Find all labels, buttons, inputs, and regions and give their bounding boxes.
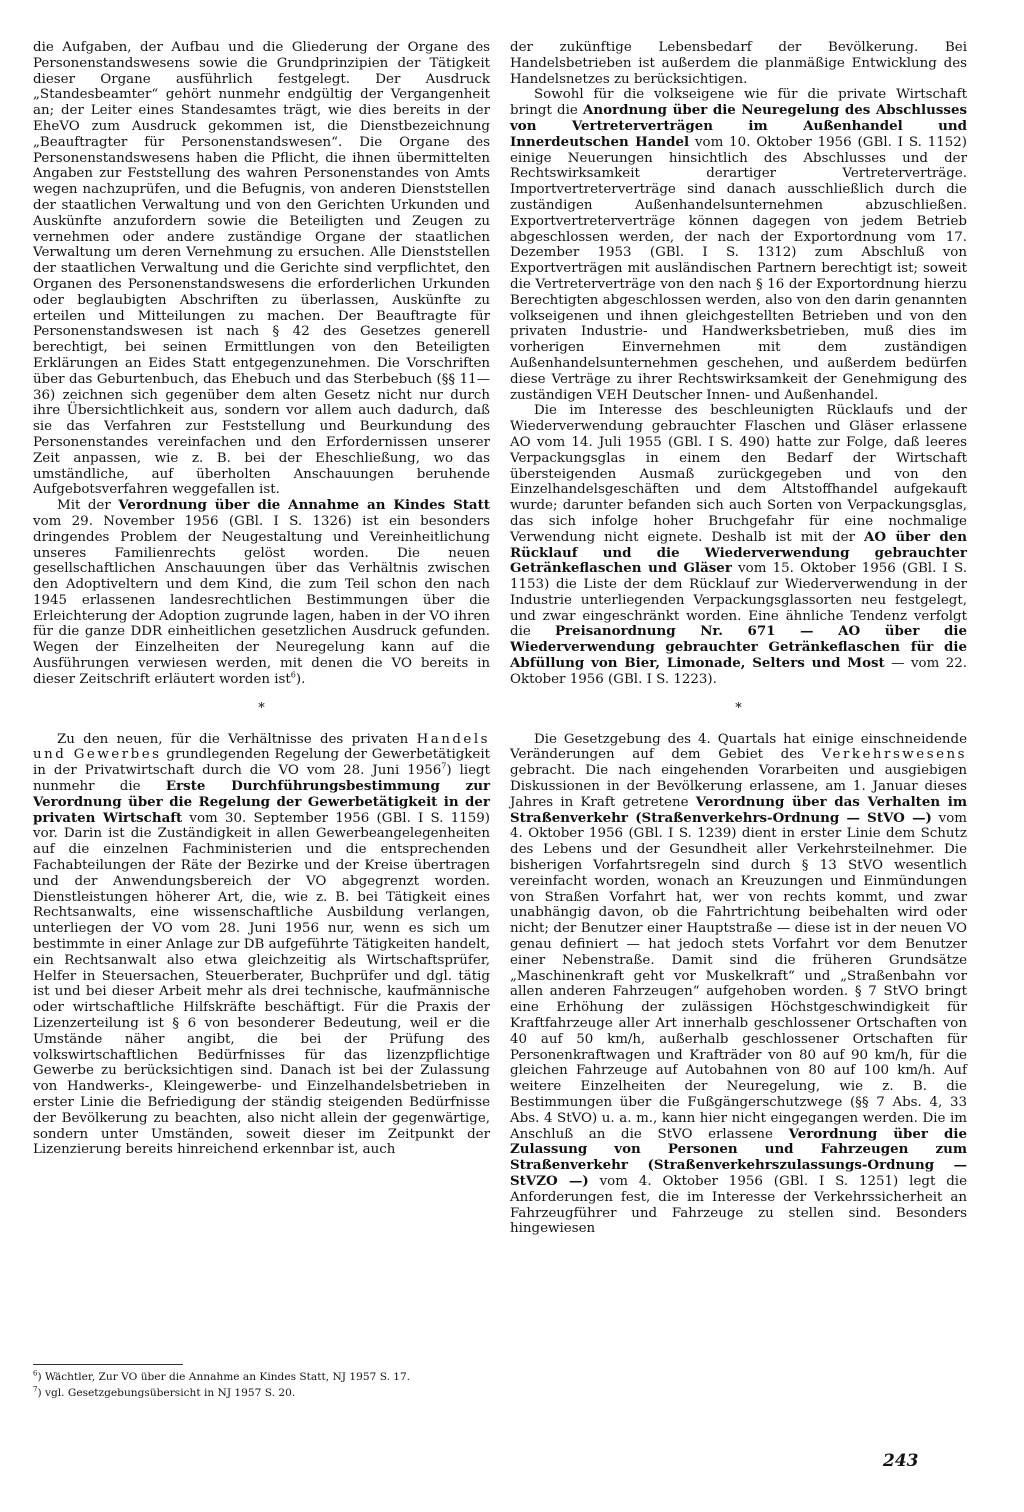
bold-title: Erste Durchführungsbestimmung zur Verordnung über die Regelung der Gewerbetätigkeit in der privaten Wirtschaft [33,778,491,826]
paragraph-bottles [510,403,967,687]
paragraph: die Aufgaben, der Aufbau und die Gliederung der Organe des Personenstandswesens sowie die Grundprinzipien der Tätigkeit dieser Organe ausführlich festgelegt. Der Ausdruck „Standesbeamter“ gehört nunmehr endgültig der Vergangenheit an; der Leiter eines Standesamtes trägt, wie dies bereits in der EheVO zum Ausdruck gekommen ist, die Dienstbezeichnung „Beauftragter für Personenstandswesen“. Die Organe des Personenstandswesens haben die Pflicht, die ihnen übermittelten Angaben zur Feststellung des wahren Personenstandes von Amts wegen nachzuprüfen, und die Befugnis, von anderen Dienststellen der staatlichen Verwaltung und von den Gerichten Urkunden und Auskünfte anzufordern sowie die Beteiligten und Zeugen zu vernehmen oder andere zuständige Organe der staatlichen Verwaltung um deren Vernehmung zu ersuchen. Alle Dienststellen der staatlichen Verwaltung und die Gerichte sind verpflichtet, den Organen des Personenstandswesens die erforderlichen Urkunden oder beglaubigten Abschriften zu überlassen, Auskünfte zu erteilen und Mitteilungen zu machen. Der Beauftragte für Personenstandswesen ist nach § 42 des Gesetzes generell berechtigt, bei seinen Ermittlungen von den Beteiligten Erklärungen an Eides Statt entgegenzunehmen. Die Vorschriften über das Geburtenbuch, das Ehebuch und das Sterbebuch (§§ 11—36) zeichnen sich gegenüber dem alten Gesetz nicht nur durch ihre Übersichtlichkeit aus, sondern vor allem auch dadurch, daß sie das Verfahren zur Feststellung und Beurkundung des Personenstandes vereinfachen und den Erfordernissen unserer Zeit anpassen, wie z. B. bei der Eheschließung, wo das umständliche, auf überholten Anschauungen beruhende Aufgebotsverfahren weggefallen ist. [33,40,490,498]
text-run: vom 4. Oktober 1956 (GBl. I S. 1251) legt die Anforderungen fest, die im Interesse der Verkehrssicherheit an Fahrzeugführer und Fahrzeuge zu stellen sind. Besonders hingewiesen [510,1173,967,1237]
footnote-7 [33,1387,490,1400]
right-column [510,40,967,1237]
section-divider-star: * [735,700,742,716]
text-run: vom 29. November 1956 (GBl. I S. 1326) ist ein besonders dringendes Problem der Neugestaltung und Vereinheitlichung unseres Familienrechts gelöst worden. Die neuen gesellschaftlichen Anschauungen über das Verhältnis zwischen den Adoptiveltern und dem Kind, die zum Teil schon den nach 1945 erlassenen landesrechtlichen Bestimmungen über die Erleichterung der Adoption zugrunde lagen, haben in der VO ihren für die ganze DDR einheitlichen gesetzlichen Ausdruck gefunden. Wegen der Einzelheiten der Neuregelung kann auf die Ausführungen verwiesen werden, mit denen die VO bereits in dieser Zeitschrift erläutert worden ist [33,513,490,687]
section-divider-star: * [258,700,265,716]
text-run: Die im Interesse des beschleunigten Rücklaufs und der Wiederverwendung gebrauchter Flaschen und Gläser erlassene AO vom 14. Juli 1955 (GBl. I S. 490) hatte zur Folge, daß leeres Verpackungsglas in einem den Bedarf der Wirtschaft übersteigenden Ausmaß zurückgegeben und von den Einzelhandelsgeschäften und dem Altstoffhandel aufgekauft wurde; darunter befanden sich auch Sorten von Verpackungsglas, das sich infolge hoher Bruchgefahr für eine nochmalige Verwendung nicht eignete. Deshalb ist mit der [510,403,967,545]
text-run: vom 15. Oktober 1956 (GBl. I S. 1153) die Liste der dem Rücklauf zur Wiederverwendung in der Industrie unterliegenden Verpackungsglassorten neu festgelegt, und zwar eingeschränkt worden. Eine ähnliche Tendenz verfolgt die [510,561,967,640]
footnote-mark: 7 [33,1385,38,1394]
bold-title: AO über den Rücklauf und die Wiederverwendung gebrauchter Getränkeflaschen und Gläser [510,528,967,577]
text-run: gebracht. Die nach eingehenden Vorarbeiten und ausgiebigen Diskussionen in der Bevölkerung erlassene, am 1. Januar dieses Jahres in Kraft getretene [510,763,967,810]
footnote-rule [33,1364,183,1365]
paragraph-agents [510,87,967,403]
text-run: vom 4. Oktober 1956 (GBl. I S. 1239) dient in erster Linie dem Schutz des Lebens und der Gesundheit aller Verkehrsteilnehmer. Die bisherigen Vorfahrtsregeln sind durch § 13 StVO wesentlich vereinfacht worden, wonach an Kreuzungen und Einmündungen von Straßen Vorfahrt hat, wer von rechts kommt, und zwar unabhängig davon, ob die Fahrtrichtung beibehalten wird oder nicht; der Benutzer einer Hauptstraße — diese ist in der neuen VO genau definiert — hat jedoch stets Vorfahrt vor dem Benutzer einer Nebenstraße. Damit sind die früheren Grundsätze „Maschinenkraft geht vor Muskelkraft“ und „Straßenbahn vor allen anderen Fahrzeugen“ aufgehoben worden. § 7 StVO bringt eine Erhöhung der zulässigen Höchstgeschwindigkeit für Kraftfahrzeuge aller Art innerhalb geschlossener Ortschaften von 40 auf 50 km/h, außerhalb geschlossener Ortschaften für Personenkraftwagen und Krafträder von 80 auf 90 km/h, für die gleichen Fahrzeuge auf Autobahnen von 80 auf 100 km/h. Auf weitere Einzelheiten der Neuregelung, wie z. B. die Bestimmungen über die Fußgängerschutzwege (§§ 7 Abs. 4, 33 Abs. 4 StVO) u. a. m., kann hier nicht eingegangen werden. Die im Anschluß an die StVO erlassene [510,810,967,1142]
spaced-term: Handels und Gewerbes [33,731,490,763]
page-number: 243 [883,1451,919,1471]
bold-title: Verordnung über das Verhalten im Straßenverkehr (Straßenverkehrs-Ordnung — StVO —) [510,793,967,826]
footnote-ref[interactable]: 7 [441,761,447,771]
footnote-text: ) Wächtler, Zur VO über die Annahme an Kindes Statt, NJ 1957 S. 17. [37,1371,411,1383]
bold-title: Verordnung über die Annahme an Kindes Statt [118,497,490,514]
footnote-mark: 6 [33,1369,38,1378]
text-run: grundlegenden Regelung der Gewerbetätigkeit in der Privatwirtschaft durch die VO vom 28. Juni 1956 [33,747,491,779]
footnote-ref[interactable]: 6 [290,670,296,680]
paragraph-adoption [33,498,490,688]
spaced-term: Verkehrswesens [821,747,967,763]
text-run: — vom 22. Oktober 1956 (GBl. I S. 1223). [510,656,968,687]
footnote-text: ) vgl. Gesetzgebungsübersicht in NJ 1957 S. 20. [37,1387,296,1399]
paragraph-traffic [510,732,967,1238]
text-run: vom 10. Oktober 1956 (GBl. I S. 1152) einige Neuerungen hinsichtlich des Abschlusses und der Rechtswirksamkeit derartiger Vertreterverträge. Importvertreterverträge sind danach ausschließlich durch die zuständigen Außenhandelsunternehmen abzuschließen. Exportvertreterverträge können dagegen von jedem Betrieb abgeschlossen werden, der nach der Exportordnung vom 17. Dezember 1953 (GBl. I S. 1312) zum Abschluß von Exportverträgen mit ausländischen Partnern berechtigt ist; soweit die Vertreterverträge von den nach § 16 der Exportordnung hierzu Berechtigten abgeschlossen werden, also von den darin genannten volkseigenen und ihnen gleichgestellten Betrieben und von den privaten Industrie- und Handwerksbetrieben, muß dies im vorherigen Einvernehmen mit dem zuständigen Außenhandelsunternehmen geschehen, und außerdem bedürfen diese Verträge zu ihrer Rechtswirksamkeit der Genehmigung des zuständigen VEH Deutscher Innen- und Außenhandel. [510,134,967,403]
text-run: Sowohl für die volkseigene wie für die private Wirtschaft bringt die [510,87,967,119]
text-run: ) liegt nunmehr die [33,763,490,795]
paragraph-trade [33,732,490,1159]
left-column [33,40,490,1158]
paragraph: der zukünftige Lebensbedarf der Bevölkerung. Bei Handelsbetrieben ist außerdem die planmäßige Entwicklung des Handelsnetzes zu berücksichtigen. [510,40,967,87]
text-run: Zu den neuen, für die Verhältnisse des privaten [57,731,417,747]
bold-title: Preisanordnung Nr. 671 — AO über die Wiederverwendung gebrauchter Getränkeflaschen für die Abfüllung von Bier, Limonade, Selters und Most [510,623,967,672]
text-run: Mit der [57,498,119,514]
text-run: ). [295,671,306,687]
text-run: Die Gesetzgebung des 4. Quartals hat einige einschneidende Veränderungen auf dem Gebiet des [510,731,967,763]
bold-title: Verordnung über die Zulassung von Personen und Fahrzeugen zum Straßenverkehr (Straßenverkehrszulassungs-Ordnung — StVZO —) [510,1125,967,1189]
footnote-6 [33,1371,490,1384]
bold-title: Anordnung über die Neuregelung des Abschlusses von Vertreterverträgen im Außenhandel und Innerdeutschen Handel [510,102,967,150]
footnotes [33,1364,490,1403]
text-run: vom 30. September 1956 (GBl. I S. 1159) vor. Darin ist die Zuständigkeit in allen Gewerbeangelegenheiten auf die einzelnen Fachministerien und die entsprechenden Fachabteilungen der Räte der Bezirke und der Kreise übertragen und der Anwendungsbereich der VO abgegrenzt worden. Dienstleistungen höherer Art, die, wie z. B. bei Tätigkeit eines Rechtsanwalts, eine wissenschaftliche Ausbildung verlangen, unterliegen der VO vom 28. Juni 1956 nur, wenn es sich um bestimmte in einer Anlage zur DB aufgeführte Tätigkeiten handelt, ein Rechtsanwalt also etwa gleichzeitig als Wirtschaftsprüfer, Helfer in Steuersachen, Steuerberater, Buchprüfer und dgl. tätig ist und bei dieser Arbeit mehr als drei technische, kaufmännische oder wirtschaftliche Hilfskräfte beschäftigt. Für die Praxis der Lizenzerteilung ist § 6 von besonderer Bedeutung, weil er die Umstände näher angibt, die bei der Prüfung des volkswirtschaftlichen Bedürfnisses für das lizenzpflichtige Gewerbe zu berücksichtigen sind. Danach ist bei der Zulassung von Handwerks-, Kleingewerbe- und Einzelhandelsbetrieben in erster Linie die Befriedigung der ständig steigenden Bedürfnisse der Bevölkerung zu beachten, also nicht allein der gegenwärtige, sondern unter Umständen, soweit dieser im Zeitpunkt der Lizenzierung bereits hinreichend erkennbar ist, auch [33,810,490,1158]
